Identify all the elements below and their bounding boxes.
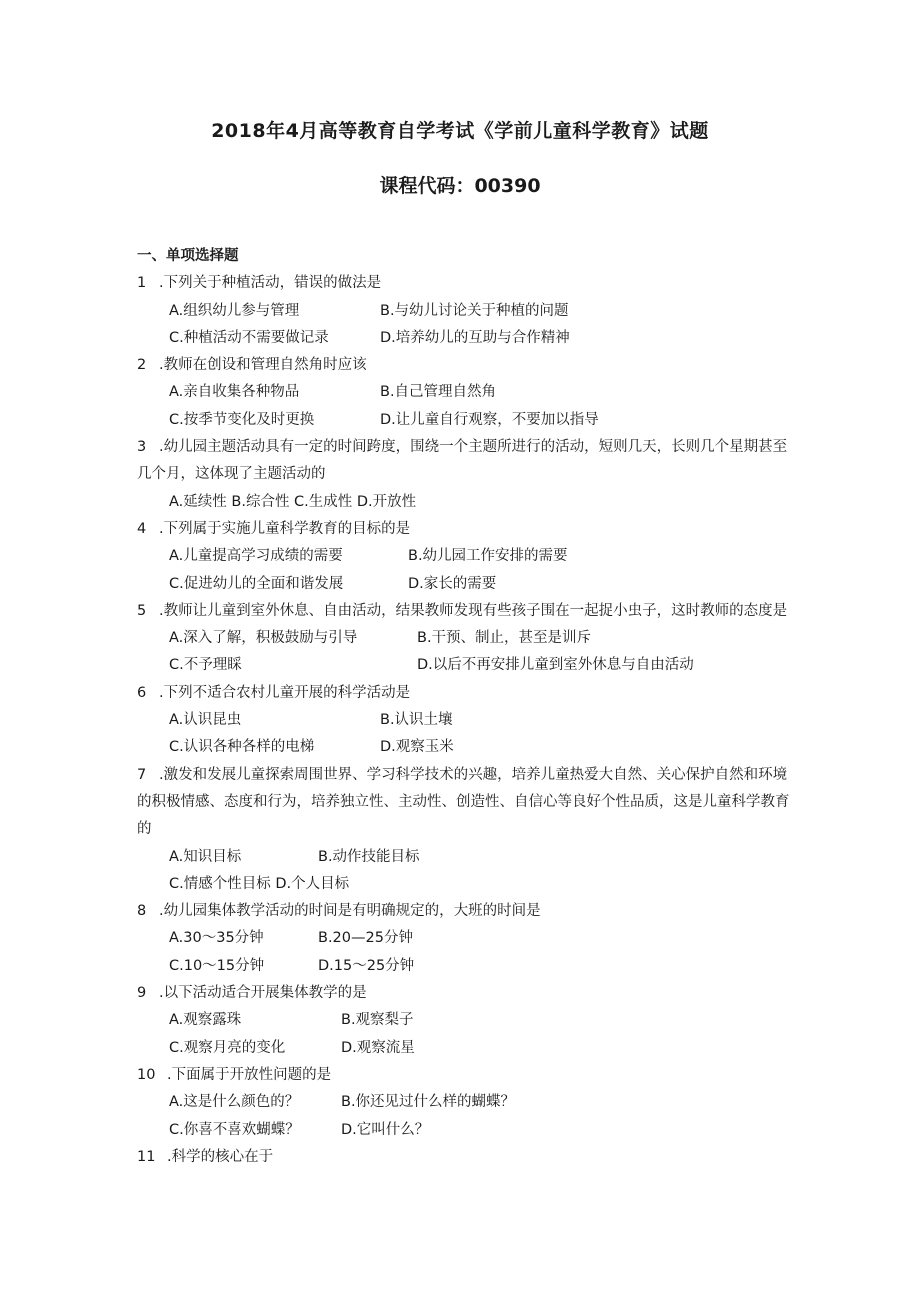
- option-row: [137, 844, 797, 871]
- answer-option[interactable]: D.家长的需要: [408, 575, 497, 592]
- question-number: 1: [137, 275, 147, 292]
- question-text: .幼儿园主题活动具有一定的时间跨度，围绕一个主题所进行的活动，短则几天，长则几个星期甚至几个月，这体现了主题活动的: [137, 439, 788, 483]
- question-number: 11: [137, 1148, 156, 1165]
- question-number: 6: [137, 684, 147, 701]
- question-10: [137, 1062, 797, 1089]
- answer-option[interactable]: C.认识各种各样的电梯: [169, 739, 315, 756]
- answer-option[interactable]: B.你还见过什么样的蝴蝶？: [341, 1094, 516, 1111]
- answer-option[interactable]: A.亲自收集各种物品: [169, 384, 300, 401]
- option-row: [137, 953, 797, 980]
- option-row: [137, 379, 797, 406]
- answer-option[interactable]: B.动作技能目标: [318, 848, 420, 865]
- exam-title: 2018年4月高等教育自学考试《学前儿童科学教育》试题: [211, 120, 709, 142]
- answer-option[interactable]: C.不予理睬: [169, 657, 242, 674]
- option-row: [137, 652, 797, 679]
- question-text: .下列属于实施儿童科学教育的目标的是: [159, 520, 411, 537]
- answer-option[interactable]: C.你喜不喜欢蝴蝶？: [169, 1121, 300, 1138]
- question-1: [137, 270, 797, 297]
- answer-option[interactable]: C.按季节变化及时更换: [169, 411, 315, 428]
- question-number: 8: [137, 903, 147, 920]
- question-number: 3: [137, 439, 147, 456]
- option-row: [137, 1035, 797, 1062]
- answer-option[interactable]: A.30～35分钟: [169, 930, 264, 947]
- option-row: [137, 734, 797, 761]
- answer-option[interactable]: C.10～15分钟: [169, 957, 265, 974]
- answer-option[interactable]: A.儿童提高学习成绩的需要: [169, 548, 343, 565]
- answer-option[interactable]: A.组织幼儿参与管理: [169, 302, 300, 319]
- question-text: .激发和发展儿童探索周围世界、学习科学技术的兴趣，培养儿童热爱大自然、关心保护自然和环境的积极情感、态度和行为，培养独立性、主动性、创造性、自信心等良好个性品质，这是儿童科学教育的: [137, 766, 790, 838]
- answer-option[interactable]: B.20—25分钟: [318, 930, 413, 947]
- option-row: [137, 489, 797, 516]
- option-row: [137, 1089, 797, 1116]
- answer-option[interactable]: A.延续性 B.综合性 C.生成性 D.开放性: [169, 493, 417, 510]
- answer-option[interactable]: D.以后不再安排儿童到室外休息与自由活动: [417, 657, 694, 674]
- question-text: .教师让儿童到室外休息、自由活动，结果教师发现有些孩子围在一起捉小虫子，这时教师的态度是: [159, 602, 788, 619]
- option-row: [137, 571, 797, 598]
- section-title: 一、单项选择题: [137, 248, 239, 264]
- question-2: [137, 352, 797, 379]
- option-row: [137, 707, 797, 734]
- question-5: [137, 598, 797, 625]
- answer-option[interactable]: D.15～25分钟: [318, 957, 415, 974]
- question-number: 4: [137, 520, 147, 537]
- answer-option[interactable]: A.知识目标: [169, 848, 242, 865]
- answer-option[interactable]: A.深入了解，积极鼓励与引导: [169, 630, 358, 647]
- answer-option[interactable]: D.观察流星: [341, 1039, 415, 1056]
- question-9: [137, 980, 797, 1007]
- answer-option[interactable]: A.这是什么颜色的？: [169, 1094, 300, 1111]
- answer-option[interactable]: C.促进幼儿的全面和谐发展: [169, 575, 344, 592]
- answer-option[interactable]: D.让儿童自行观察，不要加以指导: [380, 411, 599, 428]
- answer-option[interactable]: A.认识昆虫: [169, 712, 242, 729]
- question-text: .以下活动适合开展集体教学的是: [159, 985, 367, 1002]
- option-row: [137, 625, 797, 652]
- option-row: [137, 543, 797, 570]
- question-text: .科学的核心在于: [167, 1148, 274, 1165]
- answer-option[interactable]: D.观察玉米: [380, 739, 454, 756]
- question-text: .教师在创设和管理自然角时应该: [159, 357, 367, 374]
- question-number: 5: [137, 602, 147, 619]
- answer-option[interactable]: D.它叫什么？: [341, 1121, 430, 1138]
- answer-option[interactable]: C.情感个性目标 D.个人目标: [169, 875, 350, 892]
- question-number: 2: [137, 357, 147, 374]
- answer-option[interactable]: B.观察梨子: [341, 1012, 414, 1029]
- answer-option[interactable]: B.幼儿园工作安排的需要: [408, 548, 568, 565]
- answer-option[interactable]: B.与幼儿讨论关于种植的问题: [380, 302, 569, 319]
- answer-option[interactable]: B.认识土壤: [380, 712, 453, 729]
- answer-option[interactable]: B.干预、制止，甚至是训斥: [417, 630, 592, 647]
- option-row: [137, 1007, 797, 1034]
- option-row: [137, 298, 797, 325]
- question-4: [137, 516, 797, 543]
- question-text: .下列不适合农村儿童开展的科学活动是: [159, 684, 411, 701]
- option-row: [137, 871, 797, 898]
- question-text: .下面属于开放性问题的是: [167, 1066, 332, 1083]
- question-list: [137, 243, 797, 1171]
- answer-option[interactable]: C.种植活动不需要做记录: [169, 329, 329, 346]
- question-text: .下列关于种植活动，错误的做法是: [159, 275, 382, 292]
- answer-option[interactable]: B.自己管理自然角: [380, 384, 497, 401]
- question-3: [137, 434, 797, 489]
- question-8: [137, 898, 797, 925]
- answer-option[interactable]: D.培养幼儿的互助与合作精神: [380, 329, 570, 346]
- question-number: 9: [137, 985, 147, 1002]
- questions-container: [137, 270, 797, 1171]
- option-row: [137, 925, 797, 952]
- question-6: [137, 680, 797, 707]
- course-code: 课程代码：00390: [379, 175, 541, 197]
- option-row: [137, 325, 797, 352]
- answer-option[interactable]: C.观察月亮的变化: [169, 1039, 286, 1056]
- answer-option[interactable]: A.观察露珠: [169, 1012, 242, 1029]
- question-11: [137, 1144, 797, 1171]
- question-7: [137, 762, 797, 844]
- question-number: 7: [137, 766, 147, 783]
- question-text: .幼儿园集体教学活动的时间是有明确规定的，大班的时间是: [159, 903, 541, 920]
- question-number: 10: [137, 1066, 156, 1083]
- option-row: [137, 407, 797, 434]
- option-row: [137, 1117, 797, 1144]
